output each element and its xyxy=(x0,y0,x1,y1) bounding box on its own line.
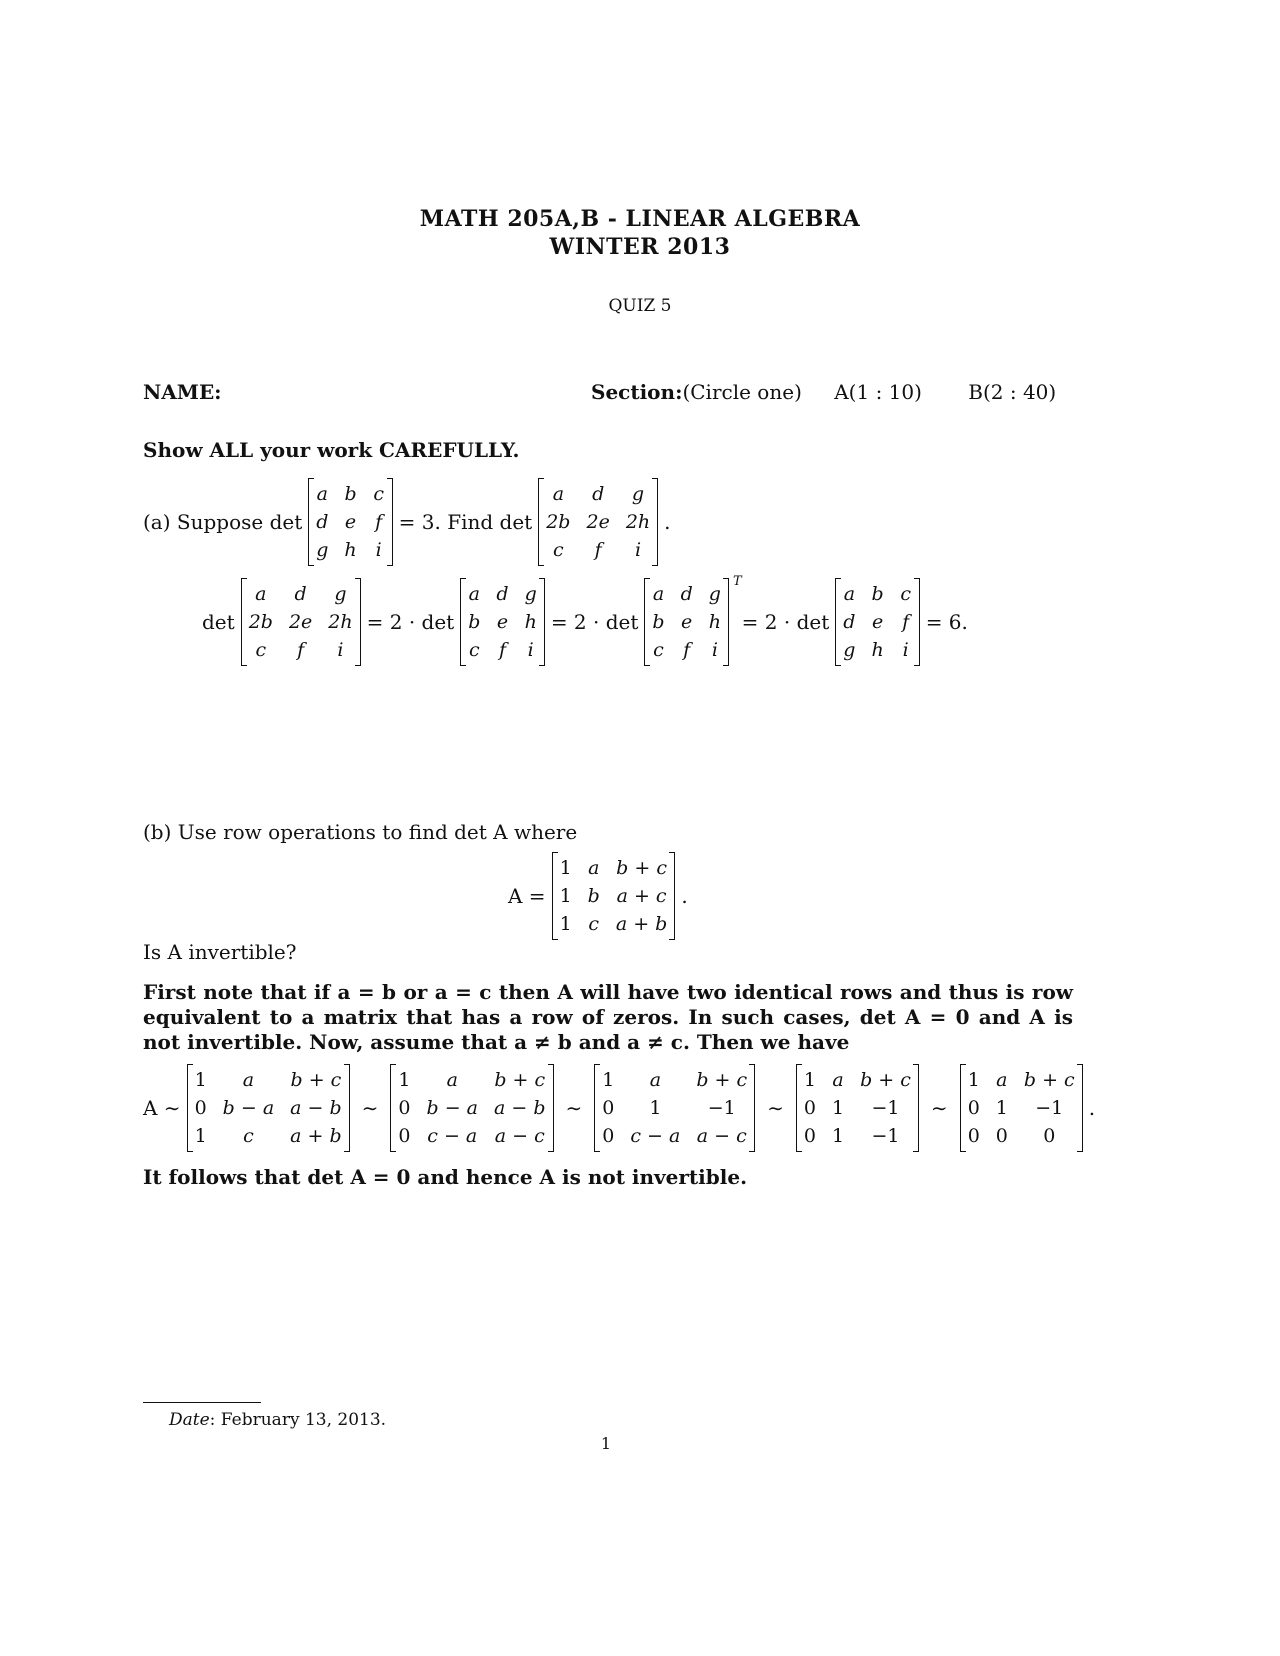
sol-eq-1: = 2 · det xyxy=(366,610,455,634)
matrix-cell: 0 xyxy=(1043,1125,1056,1147)
matrix-cell: a xyxy=(255,583,267,605)
sol-matrix-4 xyxy=(835,578,919,666)
matrix-cell: 1 xyxy=(559,885,572,907)
matrix-cell: h xyxy=(344,539,357,561)
title-line-1: MATH 205A,B - LINEAR ALGEBRA xyxy=(419,206,861,232)
matrix-cell: 1 xyxy=(398,1069,411,1091)
matrix-cell: b xyxy=(871,583,884,605)
matrix-cell: 0 xyxy=(995,1125,1008,1147)
matrix-cell: 2e xyxy=(288,611,313,633)
matrix-cell: d xyxy=(592,483,605,505)
matrix-cell: a xyxy=(843,583,856,605)
matrix-cell: c xyxy=(900,583,912,605)
matrix-cell: a xyxy=(832,1069,844,1091)
matrix-cell: a − b xyxy=(494,1097,546,1119)
matrix-cell: i xyxy=(711,639,718,661)
matrix-a-definition xyxy=(508,852,688,940)
matrix-cell: h xyxy=(708,611,721,633)
matrix-cell: a + c xyxy=(616,885,667,907)
matrix-cell: c xyxy=(588,913,600,935)
matrix-cell: a xyxy=(316,483,328,505)
matrix-cell: b xyxy=(344,483,357,505)
matrix-cell: a xyxy=(552,483,565,505)
footnote-date xyxy=(169,1410,386,1430)
matrix-cell: 1 xyxy=(559,857,572,879)
matrix-cell: f xyxy=(683,639,691,661)
matrix-cell: a + b xyxy=(615,913,668,935)
sim-1: ∼ xyxy=(361,1096,379,1120)
sim-2: ∼ xyxy=(565,1096,583,1120)
matrix-cell: 0 xyxy=(398,1097,411,1119)
matrix-cell: e xyxy=(681,611,693,633)
matrix-cell: b + c xyxy=(290,1069,342,1091)
sim-3: ∼ xyxy=(767,1096,784,1120)
section-option-b[interactable]: B(2 : 40) xyxy=(968,380,1057,404)
footnote-rule xyxy=(143,1402,261,1403)
matrix-cell: b + c xyxy=(616,857,667,879)
matrix-cell: f xyxy=(902,611,910,633)
sol-matrix-2 xyxy=(460,578,545,666)
matrix-cell: 1 xyxy=(967,1069,980,1091)
sol-eq-3: = 2 · det xyxy=(741,610,830,634)
sol-matrix-3 xyxy=(644,578,729,666)
reduction-period: . xyxy=(1088,1096,1096,1120)
matrix-cell: −1 xyxy=(871,1125,900,1147)
reduction-step-2 xyxy=(390,1064,553,1152)
matrix-cell: b + c xyxy=(1023,1069,1075,1091)
matrix-cell: c xyxy=(255,639,267,661)
sim-4: ∼ xyxy=(930,1096,948,1120)
matrix-cell: b + c xyxy=(696,1069,748,1091)
matrix-cell: b xyxy=(652,611,665,633)
matrix-cell: c xyxy=(553,539,564,561)
section-option-a[interactable]: A(1 : 10) xyxy=(834,380,922,404)
matrix-cell: 1 xyxy=(995,1097,1008,1119)
matrix-cell: 0 xyxy=(398,1125,411,1147)
matrix-cell: i xyxy=(634,539,642,561)
matrix-cell: a xyxy=(446,1069,458,1091)
reduction-step-3 xyxy=(594,1064,755,1152)
matrix-cell: −1 xyxy=(707,1097,736,1119)
matrix-cell: a − c xyxy=(494,1125,545,1147)
title-line-2: WINTER 2013 xyxy=(549,234,731,260)
matrix-cell: 0 xyxy=(602,1097,615,1119)
matrix-cell: b + c xyxy=(860,1069,911,1091)
matrix-cell: 0 xyxy=(803,1125,817,1147)
name-label: NAME: xyxy=(143,380,222,404)
reduction-step-1 xyxy=(187,1064,350,1152)
matrix-cell: i xyxy=(902,639,909,661)
matrix-cell: c − a xyxy=(427,1125,478,1147)
matrix-cell: 1 xyxy=(803,1069,817,1091)
matrix-cell: f xyxy=(297,639,305,661)
part-b-question: (b) Use row operations to find det A where xyxy=(143,820,578,844)
matrix-cell: 0 xyxy=(967,1097,980,1119)
matrix-cell: a xyxy=(468,583,480,605)
matrix-cell: b + c xyxy=(494,1069,546,1091)
matrix-cell: b xyxy=(587,885,600,907)
matrix-cell: 0 xyxy=(194,1097,207,1119)
section-hint: (Circle one) xyxy=(682,380,802,404)
matrix-cell: b − a xyxy=(222,1097,275,1119)
matrix-cell: f xyxy=(594,539,602,561)
matrix-cell: i xyxy=(375,539,382,561)
matrix-cell: g xyxy=(631,483,645,505)
matrix-cell: f xyxy=(498,639,506,661)
matrix-cell: c xyxy=(468,639,480,661)
matrix-cell: g xyxy=(843,639,856,661)
matrix-cell: g xyxy=(524,583,537,605)
matrix-cell: 0 xyxy=(602,1125,615,1147)
matrix-cell: 1 xyxy=(602,1069,615,1091)
matrix-cell: b − a xyxy=(426,1097,479,1119)
matrix-cell: a xyxy=(588,857,600,879)
matrix-cell: a xyxy=(242,1069,255,1091)
matrix-cell: 1 xyxy=(194,1069,207,1091)
matrix-cell: 1 xyxy=(832,1125,845,1147)
matrix-cell: a xyxy=(996,1069,1008,1091)
matrix-cell: d xyxy=(496,583,509,605)
sol-eq-2: = 2 · det xyxy=(550,610,639,634)
matrix-cell: d xyxy=(843,611,856,633)
invertible-question: Is A invertible? xyxy=(143,940,297,964)
matrix-cell: c xyxy=(653,639,664,661)
matrix-cell: d xyxy=(680,583,693,605)
matrix-cell: e xyxy=(496,611,509,633)
part-a-mid: = 3. Find det xyxy=(398,510,533,534)
reduction-step-5 xyxy=(960,1064,1083,1152)
matrix-cell: −1 xyxy=(1035,1097,1064,1119)
date-label: Date xyxy=(169,1410,210,1430)
matrix-cell: f xyxy=(375,511,383,533)
matrix-cell: 1 xyxy=(649,1097,662,1119)
matrix-cell: 0 xyxy=(967,1125,980,1147)
matrix-cell: 2b xyxy=(248,611,273,633)
date-value: : February 13, 2013. xyxy=(209,1410,387,1430)
matrix-a xyxy=(552,852,676,940)
section-row xyxy=(591,380,1056,404)
matrix-cell: b xyxy=(468,611,481,633)
matrix-cell: 2e xyxy=(586,511,610,533)
matrix-cell: 2h xyxy=(625,511,651,533)
matrix-cell: g xyxy=(316,539,329,561)
matrix-cell: i xyxy=(527,639,534,661)
part-a-end: . xyxy=(664,510,671,534)
matrix-cell: a xyxy=(652,583,665,605)
matrix-cell: g xyxy=(708,583,721,605)
matrix-cell: e xyxy=(344,511,357,533)
matrix-a-period: . xyxy=(681,884,688,908)
matrix-cell: d xyxy=(294,583,307,605)
matrix-cell: i xyxy=(337,639,344,661)
answer-paragraph: First note that if a = b or a = c then A will have two identical rows and thus is row equivalent to a matrix that has a row of zeros. In such cases, det A = 0 and A is not invertible. Now, assume that a ≠ b and a ≠ c. Then we have xyxy=(143,980,1073,1054)
matrix-cell: 2h xyxy=(328,611,353,633)
sol-matrix-1 xyxy=(241,578,361,666)
matrix-cell: 2b xyxy=(546,511,571,533)
matrix-cell: 0 xyxy=(803,1097,817,1119)
sol-det: det xyxy=(202,610,235,634)
sol-result: = 6. xyxy=(925,610,968,634)
matrix-cell: 1 xyxy=(194,1125,207,1147)
matrix-cell: a − b xyxy=(290,1097,342,1119)
reduction-start: A ∼ xyxy=(143,1096,181,1120)
page-number: 1 xyxy=(600,1434,612,1453)
find-matrix xyxy=(538,478,658,566)
section-label: Section: xyxy=(591,380,683,404)
matrix-cell: c xyxy=(243,1125,254,1147)
quiz-label: QUIZ 5 xyxy=(608,296,672,316)
matrix-cell: h xyxy=(524,611,537,633)
matrix-cell: a − c xyxy=(696,1125,747,1147)
matrix-cell: −1 xyxy=(871,1097,900,1119)
row-reduction xyxy=(143,1064,1095,1152)
matrix-cell: c − a xyxy=(630,1125,681,1147)
given-matrix xyxy=(308,478,392,566)
part-a-prefix: (a) Suppose det xyxy=(143,510,303,534)
matrix-cell: d xyxy=(316,511,329,533)
conclusion: It follows that det A = 0 and hence A is not invertible. xyxy=(143,1165,748,1189)
a-equals: A = xyxy=(508,884,546,908)
instruction: Show ALL your work CAREFULLY. xyxy=(143,438,520,462)
matrix-cell: h xyxy=(871,639,884,661)
part-a-solution xyxy=(202,574,968,666)
part-a-question xyxy=(143,478,671,566)
matrix-cell: g xyxy=(334,583,347,605)
reduction-step-4 xyxy=(796,1064,919,1152)
matrix-cell: c xyxy=(373,483,384,505)
matrix-cell: 1 xyxy=(559,913,572,935)
transpose-mark: T xyxy=(733,574,742,589)
matrix-cell: a + b xyxy=(290,1125,342,1147)
matrix-cell: e xyxy=(871,611,884,633)
matrix-cell: 1 xyxy=(832,1097,845,1119)
matrix-cell: a xyxy=(649,1069,662,1091)
